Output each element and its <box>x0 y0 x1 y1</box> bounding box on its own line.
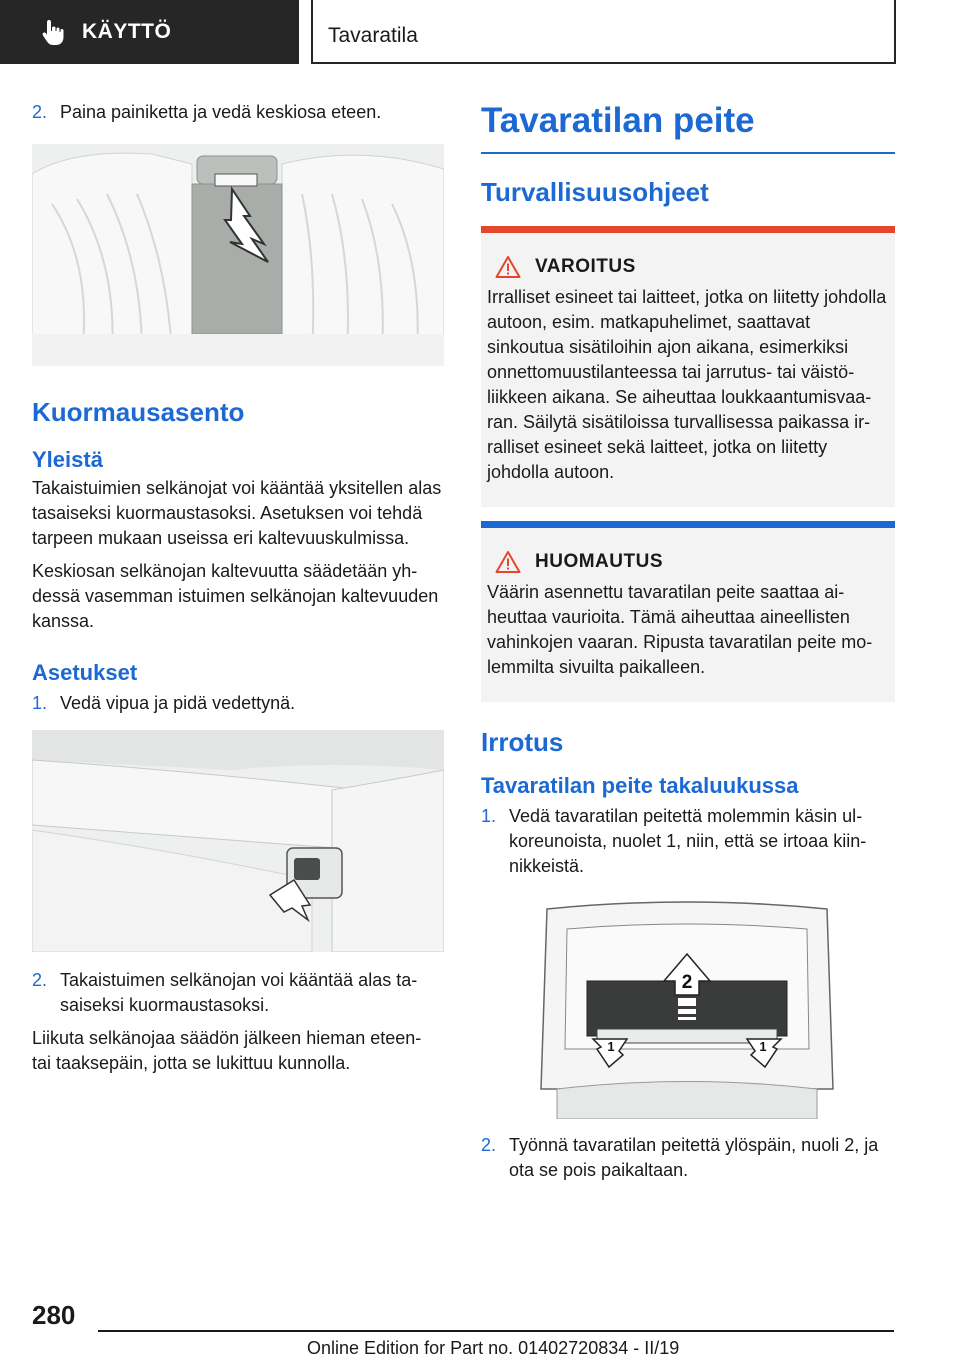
paragraph: Keskiosan selkänojan kaltevuutta säädetään yhdessä vasemman istuimen selkänojan kaltevuuden kanssa. <box>32 561 439 631</box>
tailgate-cover-illustration <box>537 899 837 1119</box>
heading-tavaratilan-peite: Tavaratilan peite <box>481 101 755 140</box>
step-text: Paina painiketta ja vedä keskiosa eteen. <box>60 102 382 122</box>
chapter-box <box>311 0 896 64</box>
list-item <box>32 691 444 716</box>
notice-triangle-icon <box>495 550 521 574</box>
footer-rule <box>98 1330 894 1332</box>
heading-rule <box>481 152 895 154</box>
warning-triangle-icon <box>495 255 521 279</box>
left-column <box>32 100 444 1076</box>
heading-peite-takaluukussa: Tavaratilan peite takaluukussa <box>481 773 799 798</box>
rear-seat-illustration <box>32 144 444 366</box>
step-text: Takaistuimen selkänojan voi kääntää alas tasaiseksi kuormaustasoksi. <box>60 970 418 1015</box>
seat-lever-illustration <box>32 730 444 952</box>
hand-pointer-icon <box>38 17 68 47</box>
list-item <box>481 1133 895 1183</box>
step-number: 1. <box>481 806 497 826</box>
figure-arrow-label-2: 2 <box>681 972 693 993</box>
heading-kuormausasento: Kuormausasento <box>32 397 245 427</box>
list-item <box>481 804 895 879</box>
page-header <box>0 0 960 66</box>
warning-box <box>481 226 895 507</box>
paragraph: Liikuta selkänojaa säädön jälkeen hieman eteen- tai taaksepäin, jotta se lukittuu kunnolla. <box>32 1028 422 1073</box>
page-number: 280 <box>32 1300 76 1330</box>
step-number: 2. <box>32 970 48 990</box>
warning-text: Irralliset esineet tai laitteet, jotka on liitetty johdolla autoon, esim. matkapuhelimet, saattavat sinkoutua sisätiloihin ajon aikana, esimerkiksi onnettomuustilanteessa tai jarrutus- tai väistöliikkeen aikana. Se aiheuttaa loukkaantumisvaaran. Säilytä sisätiloissa turvallisessa paikassa irralliset esineet sekä laitteet, jotka on liitetty johdolla autoon. <box>487 287 887 482</box>
section-title: KÄYTTÖ <box>82 20 172 43</box>
heading-asetukset: Asetukset <box>32 660 138 685</box>
notice-title: HUOMAUTUS <box>535 551 663 572</box>
right-column <box>481 100 895 1183</box>
notice-box <box>481 521 895 702</box>
figure-arrow-label-1-right: 1 <box>759 1039 767 1054</box>
step-text: Työnnä tavaratilan peitettä ylöspäin, nuoli 2, ja ota se pois paikaltaan. <box>509 1135 879 1180</box>
step-text: Vedä tavaratilan peitettä molemmin käsin ulkoreunoista, nuolet 1, niin, että se irtoaa kiinnikkeistä. <box>509 806 867 876</box>
heading-yleista: Yleistä <box>32 447 103 472</box>
section-tab <box>0 0 299 64</box>
page-footer <box>0 1290 960 1362</box>
step-text: Vedä vipua ja pidä vedettynä. <box>60 693 296 713</box>
step-number: 1. <box>32 693 48 713</box>
notice-text: Väärin asennettu tavaratilan peite saattaa aiheuttaa vaurioita. Tämä aiheuttaa aineellisten vahinkojen vaaran. Ripusta tavaratilan peite molemmilta sivuilta paikalleen. <box>487 582 873 677</box>
step-number: 2. <box>481 1135 497 1155</box>
step-number: 2. <box>32 102 48 122</box>
list-item <box>32 968 444 1018</box>
paragraph: Takaistuimien selkänojat voi kääntää yksitellen alas tasaiseksi kuormaustasoksi. Asetuksen voi tehdä tarpeen mukaan useissa eri kaltevuuskulmissa. <box>32 478 442 548</box>
figure-arrow-label-1-left: 1 <box>607 1039 615 1054</box>
heading-irrotus: Irrotus <box>481 727 564 757</box>
heading-turvallisuusohjeet: Turvallisuusohjeet <box>481 177 709 207</box>
chapter-title: Tavaratila <box>328 24 418 47</box>
warning-title: VAROITUS <box>535 256 636 277</box>
edition-text: Online Edition for Part no. 01402720834 - II/19 <box>307 1338 680 1358</box>
list-item <box>32 100 444 125</box>
